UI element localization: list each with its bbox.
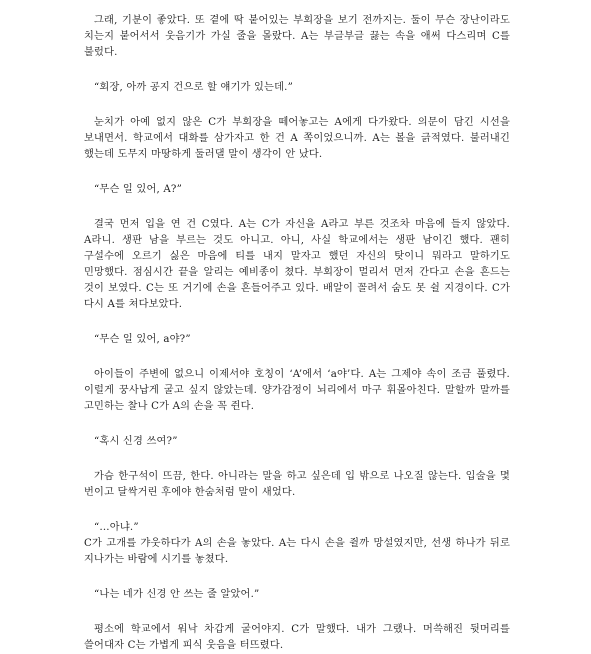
paragraph-gap bbox=[84, 61, 510, 80]
paragraph-gap bbox=[84, 198, 510, 217]
paragraph-gap bbox=[84, 313, 510, 332]
dialogue-5: “…아냐.” bbox=[94, 522, 139, 533]
paragraph-3: 결국 먼저 입을 연 건 C였다. A는 C가 자신을 A라고 부른 것조차 마음에 들지 않았다. A라니. 생판 남을 부르는 것도 아니고. 아니, 사실 학교에서는 생판 남이긴 했다. 괜히 구설수에 오르기 싫은 마음에 티를 내지 말자고 했던 자신의 탓이니 뭐라고 말하기도 민망했다. 점심시간 끝을 알리는 예비종이 쳤다. 부회장이 멀리서 먼저 간다고 손을 흔드는 것이 보였다. C는 또 거기에 손을 흔들어주고 있다. 배알이 꼴려서 숨도 못 쉴 지경이다. C가 다시 A를 쳐다보았다. bbox=[84, 219, 510, 310]
dialogue-3: “무슨 일 있어, a야?” bbox=[94, 334, 191, 345]
paragraph-6: C가 고개를 갸웃하다가 A의 손을 놓았다. A는 다시 손을 쥘까 망설였지만, 선생 하나가 뒤로 지나가는 바람에 시기를 놓쳤다. bbox=[84, 538, 511, 565]
paragraph-7: 평소에 학교에서 워낙 차갑게 굴어야지. C가 말했다. 내가 그랬나. 머쓱해진 뒷머리를 쓸어대자 C는 가볍게 피식 웃음을 터뜨렸다. bbox=[84, 624, 510, 651]
dialogue-6: “나는 네가 신경 안 쓰는 줄 알았어.” bbox=[94, 589, 260, 600]
dialogue-2: “무슨 일 있어, A?” bbox=[94, 184, 182, 195]
document-page bbox=[84, 13, 510, 654]
paragraph-4: 아이들이 주변에 없으니 이제서야 호칭이 ‘A’에서 ‘a야’다. A는 그제야 속이 조금 풀렸다. 이럴게 꿍사납게 굴고 싶지 않았는데. 양가감정이 뇌리에서 마구 휘몰아친다. 말할까 말까를 고민하는 찰나 C가 A의 손을 꼭 쥔다. bbox=[84, 369, 510, 412]
paragraph-1: 그래, 기분이 좋았다. 또 곁에 딱 붙어있는 부회장을 보기 전까지는. 둘이 무슨 장난이라도 치는지 붙어서서 웃음기가 가실 줄을 몰랐다. A는 부글부글 끓는 속을 애써 다스리며 C를 불렀다. bbox=[84, 15, 510, 58]
paragraph-gap bbox=[84, 501, 510, 520]
dialogue-1: “회장, 아까 공지 건으로 할 얘기가 있는데.” bbox=[94, 82, 293, 93]
paragraph-gap bbox=[84, 96, 510, 115]
paragraph-gap bbox=[84, 348, 510, 367]
paragraph-gap bbox=[84, 163, 510, 182]
paragraph-gap bbox=[84, 450, 510, 469]
paragraph-gap bbox=[84, 415, 510, 434]
paragraph-5: 가슴 한구석이 뜨끔, 한다. 아니라는 말을 하고 싶은데 입 밖으로 나오질 않는다. 입술을 몇 번이고 달싹거린 후에야 한숨처럼 말이 새었다. bbox=[84, 471, 510, 498]
paragraph-gap bbox=[84, 603, 510, 622]
paragraph-2: 눈치가 아예 없지 않은 C가 부회장을 떼어놓고는 A에게 다가왔다. 의문이 담긴 시선을 보내면서. 학교에서 대화를 삼가자고 한 건 A 쪽이었으니까. A는 볼을 긁적였다. 불러내긴 했는데 도무지 마땅하게 둘러댈 말이 생각이 안 났다. bbox=[84, 117, 510, 160]
paragraph-gap bbox=[84, 568, 510, 587]
dialogue-4: “혹시 신경 쓰여?” bbox=[94, 436, 178, 447]
